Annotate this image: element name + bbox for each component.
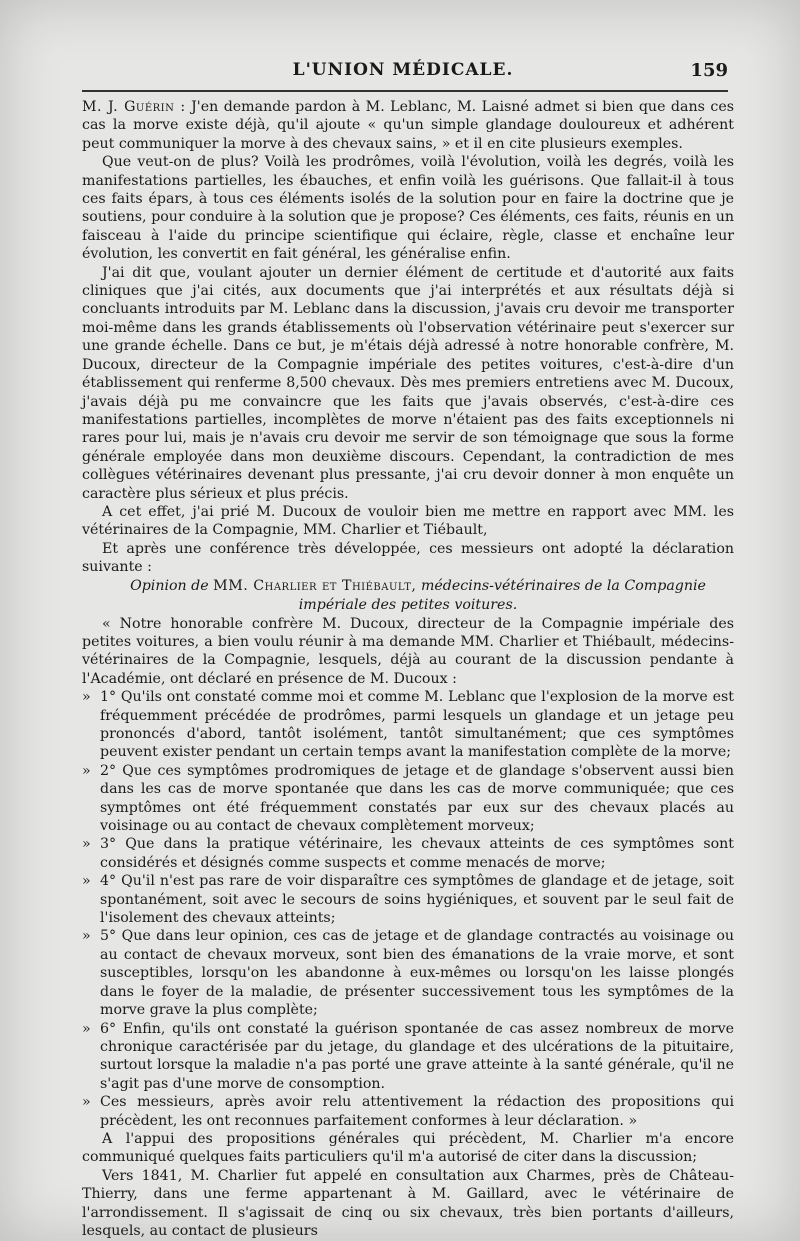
paragraph: Vers 1841, M. Charlier fut appelé en consultation aux Charmes, près de Château-Thierry, dans une ferme appartenant à M. Gaillard, avec le vétérinaire de l'arrondissement. Il s'agissait de cinq ou six chevaux, très bien portants d'ailleurs, lesquels, au contact de plusieurs (82, 1167, 734, 1239)
guillemet-mark: » (82, 928, 91, 945)
heading-names: MM. Charlier et Thiébault, (213, 577, 417, 594)
quote-item-text: 5° Que dans leur opinion, ces cas de jetage et de glandage contractés au voisinage ou au contact de chevaux morveux, sont bien des émanations de la vraie morve, et sont susceptibles, lorsqu'on les abandonne à eux-mêmes ou lorsqu'on les laisse plongés dans le foyer de la maladie, de présenter successivement tous les symptômes de la morve grave la plus complète; (100, 928, 734, 1019)
quote-closing-text: Ces messieurs, après avoir relu attentivement la rédaction des propositions qui précèdent, les ont reconnues parfaitement conformes à leur déclaration. » (100, 1094, 734, 1129)
quote-item-text: 2° Que ces symptômes prodromiques de jetage et de glandage s'observent aussi bien dans les cas de morve spontanée que dans les cas de morve communiquée; que ces symptômes ont été fréquemment constatés par eux sur des chevaux placés au voisinage ou au contact de chevaux complètement morveux; (100, 762, 734, 835)
paragraph-text: J'en demande pardon à M. Leblanc, M. Laisné admet si bien que dans ces cas la morve existe déjà, qu'il ajoute « qu'un simple glandage douloureux et adhérent peut communiquer la morve à des chevaux sains, » et il en cite plusieurs exemples. (82, 99, 734, 152)
guillemet-mark: » (82, 873, 91, 890)
speaker-name: M. J. Guérin : (82, 99, 186, 115)
quote-item-text: 6° Enfin, qu'ils ont constaté la guérison spontanée de cas assez nombreux de morve chronique caractérisée par du jetage, du glandage et des ulcérations de la pituitaire, surtout lorsque la maladie n'a pas porté une grave atteinte à la santé générale, qu'il ne s'agit pas d'une morve de consomption. (100, 1020, 734, 1092)
guillemet-mark: » (82, 689, 91, 706)
heading-part: médecins-vétérinaires de la Compagnie impériale des petites voitures. (298, 577, 706, 613)
paragraph: J'ai dit que, voulant ajouter un dernier élément de certitude et d'autorité aux faits cliniques que j'ai cités, aux documents que j'ai interprétés et aux résultats déjà si concluants introduits par M. Leblanc dans la discussion, j'avais cru devoir me transporter moi-même dans les grands établissements où l'observation vétérinaire peut s'exercer sur une grande échelle. Dans ce but, je m'étais déjà adressé à notre honorable confrère, M. Ducoux, directeur de la Compagnie impériale des petites voitures, c'est-à-dire d'un établissement qui renferme 8,500 chevaux. Dès mes premiers entretiens avec M. Ducoux, j'avais déjà pu me convaincre que les faits que j'avais observés, c'est-à-dire ces manifestations partielles, incomplètes de morve n'étaient pas des faits exceptionnels ni rares pour lui, mais je n'avais cru devoir me servir de son témoignage que sous la forme générale employée dans mon deuxième discours. Cependant, la contradiction de mes collègues vétérinaires devenant plus pressante, j'ai cru devoir donner à mon enquête un caractère plus sérieux et plus précis. (82, 264, 734, 502)
paragraph: A cet effet, j'ai prié M. Ducoux de vouloir bien me mettre en rapport avec MM. les vétérinaires de la Compagnie, MM. Charlier et Tiébault, (82, 503, 734, 539)
quote-item-text: 3° Que dans la pratique vétérinaire, les chevaux atteints de ces symptômes sont considérés et désignés comme suspects et comme menacés de morve; (100, 836, 734, 871)
article-body (82, 98, 734, 1240)
page-number: 159 (690, 60, 728, 81)
guillemet-mark: » (82, 836, 91, 853)
quote-item-text: 4° Qu'il n'est pas rare de voir disparaître ces symptômes de glandage et de jetage, soit spontanément, soit avec le secours de soins hygiéniques, et souvent par le seul fait de l'isolement des chevaux atteints; (100, 873, 734, 927)
quote-item (82, 872, 734, 927)
quote-item-text: 1° Qu'ils ont constaté comme moi et comme M. Leblanc que l'explosion de la morve est fréquemment précédée de prodrômes, parmi lesquels un glandage et un jetage peu prononcés d'abord, tantôt isolément, tantôt simultanément; que ces symptômes peuvent exister pendant un certain temps avant la manifestation complète de la morve; (100, 689, 734, 761)
guillemet-mark: » (82, 1020, 91, 1037)
header-rule (82, 90, 728, 92)
guillemet-mark: » (82, 1094, 91, 1111)
quote-item (82, 762, 734, 836)
quote-item (82, 927, 734, 1019)
journal-title: L'UNION MÉDICALE. (292, 60, 514, 80)
quote-closing (82, 1093, 734, 1130)
paragraph (82, 98, 734, 153)
declaration-quote (82, 615, 734, 1130)
paragraph: Que veut-on de plus? Voilà les prodrômes, voilà l'évolution, voilà les degrés, voilà les manifestations partielles, les ébauches, et enfin voilà les guérisons. Que fallait-il à tous ces faits épars, à tous ces éléments isolés de la solution pour en faire la doctrine que je soutiens, pour conduire à la solution que je propose? Ces éléments, ces faits, réunis en un faisceau à l'aide du principe scientifique qui éclaire, règle, classe et enchaîne leur évolution, les convertit en fait général, les généralise enfin. (82, 154, 734, 263)
heading-part: Opinion de (130, 577, 209, 594)
section-heading (82, 577, 734, 615)
paragraph: A l'appui des propositions générales qui précèdent, M. Charlier m'a encore communiqué quelques faits particuliers qu'il m'a autorisé de citer dans la discussion; (82, 1130, 734, 1166)
quote-item (82, 835, 734, 872)
quote-item (82, 1020, 734, 1094)
running-header (78, 60, 728, 84)
quote-opening: « Notre honorable confrère M. Ducoux, directeur de la Compagnie impériale des petites voitures, a bien voulu réunir à ma demande MM. Charlier et Thiébault, médecins-vétérinaires de la Compagnie, lesquels, déjà au courant de la discussion pendante à l'Académie, ont déclaré en présence de M. Ducoux : (82, 615, 734, 687)
guillemet-mark: » (82, 762, 91, 779)
paragraph: Et après une conférence très développée, ces messieurs ont adopté la déclaration suivante : (82, 540, 734, 576)
quote-item (82, 688, 734, 762)
